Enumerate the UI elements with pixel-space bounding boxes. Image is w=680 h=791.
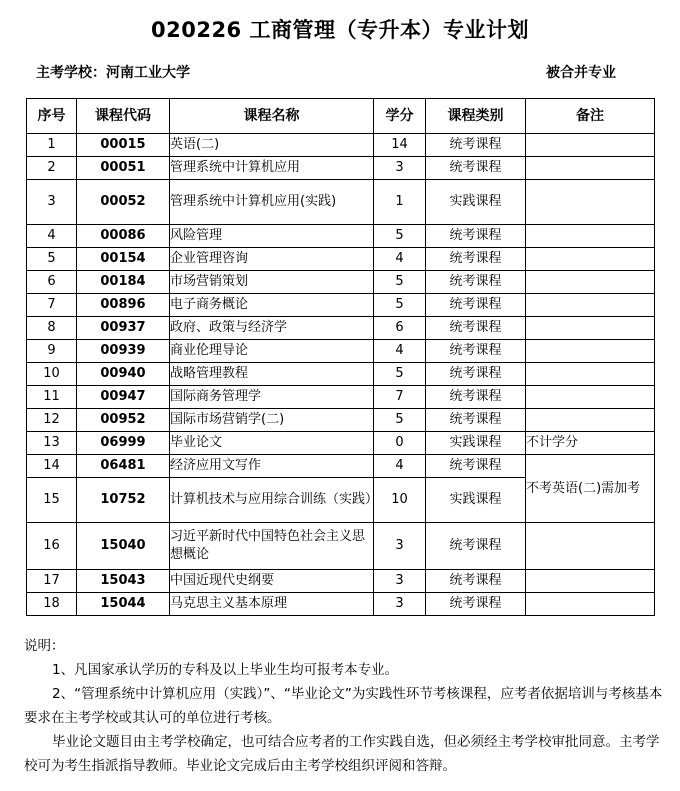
cell-type: 统考课程 [426, 294, 526, 317]
cell-seq: 9 [27, 340, 77, 363]
table-row [27, 317, 655, 340]
cell-note: 不计学分 [526, 432, 655, 455]
cell-type: 统考课程 [426, 248, 526, 271]
cell-credit: 4 [374, 455, 426, 478]
cell-type: 统考课程 [426, 409, 526, 432]
cell-seq: 8 [27, 317, 77, 340]
cell-name: 国际商务管理学 [170, 386, 374, 409]
cell-name: 风险管理 [170, 225, 374, 248]
cell-type: 统考课程 [426, 225, 526, 248]
note-item: 2、“管理系统中计算机应用（实践）”、“毕业论文”为实践性环节考核课程，应考者依据培训与考核基本要求在主考学校或其认可的单位进行考核。 [24, 686, 663, 726]
header-code: 课程代码 [77, 99, 170, 134]
cell-note [526, 386, 655, 409]
cell-credit: 7 [374, 386, 426, 409]
cell-seq: 17 [27, 570, 77, 593]
school-label: 主考学校：河南工业大学 [36, 65, 190, 81]
cell-credit: 10 [374, 478, 426, 523]
cell-type: 实践课程 [426, 478, 526, 523]
cell-name: 毕业论文 [170, 432, 374, 455]
cell-seq: 14 [27, 455, 77, 478]
cell-seq: 10 [27, 363, 77, 386]
cell-credit: 5 [374, 409, 426, 432]
cell-note [526, 593, 655, 616]
cell-type: 统考课程 [426, 570, 526, 593]
cell-name: 马克思主义基本原理 [170, 593, 374, 616]
cell-type: 统考课程 [426, 134, 526, 157]
page-title: 020226 工商管理（专升本）专业计划 [151, 18, 529, 42]
cell-credit: 5 [374, 363, 426, 386]
cell-name: 市场营销策划 [170, 271, 374, 294]
cell-name: 商业伦理导论 [170, 340, 374, 363]
header-note: 备注 [526, 99, 655, 134]
cell-type: 实践课程 [426, 180, 526, 225]
cell-credit: 4 [374, 248, 426, 271]
cell-name: 管理系统中计算机应用 [170, 157, 374, 180]
cell-type: 统考课程 [426, 340, 526, 363]
cell-type: 统考课程 [426, 386, 526, 409]
cell-credit: 3 [374, 593, 426, 616]
cell-code: 00947 [77, 386, 170, 409]
cell-name: 管理系统中计算机应用(实践) [170, 180, 374, 225]
cell-seq: 3 [27, 180, 77, 225]
table-header-row [27, 99, 655, 134]
table-row [27, 134, 655, 157]
notes-section [24, 634, 664, 778]
cell-note [526, 523, 655, 570]
table-row [27, 363, 655, 386]
cell-code: 00051 [77, 157, 170, 180]
cell-credit: 5 [374, 225, 426, 248]
cell-credit: 6 [374, 317, 426, 340]
cell-note [526, 225, 655, 248]
table-row [27, 271, 655, 294]
table-row [27, 455, 655, 478]
cell-type: 实践课程 [426, 432, 526, 455]
cell-code: 00086 [77, 225, 170, 248]
cell-note [526, 570, 655, 593]
cell-name: 国际市场营销学(二) [170, 409, 374, 432]
note-item: 毕业论文题目由主考学校确定，也可结合应考者的工作实践自选，但必须经主考学校审批同意。主考学校可为考生指派指导教师。毕业论文完成后由主考学校组织评阅和答辩。 [24, 734, 660, 774]
cell-seq: 4 [27, 225, 77, 248]
cell-seq: 5 [27, 248, 77, 271]
header-name: 课程名称 [170, 99, 374, 134]
cell-seq: 11 [27, 386, 77, 409]
cell-type: 统考课程 [426, 523, 526, 570]
cell-name: 英语(二) [170, 134, 374, 157]
cell-code: 15040 [77, 523, 170, 570]
cell-note [526, 271, 655, 294]
cell-code: 00015 [77, 134, 170, 157]
cell-code: 00052 [77, 180, 170, 225]
table-row [27, 225, 655, 248]
table-row [27, 523, 655, 570]
cell-seq: 2 [27, 157, 77, 180]
table-row [27, 593, 655, 616]
cell-code: 00896 [77, 294, 170, 317]
cell-credit: 5 [374, 271, 426, 294]
cell-code: 15044 [77, 593, 170, 616]
cell-credit: 5 [374, 294, 426, 317]
table-row [27, 340, 655, 363]
cell-credit: 1 [374, 180, 426, 225]
cell-note [526, 363, 655, 386]
cell-code: 00940 [77, 363, 170, 386]
cell-credit: 3 [374, 570, 426, 593]
cell-name: 中国近现代史纲要 [170, 570, 374, 593]
cell-code: 00939 [77, 340, 170, 363]
cell-credit: 3 [374, 523, 426, 570]
cell-code: 00154 [77, 248, 170, 271]
cell-name: 电子商务概论 [170, 294, 374, 317]
header-seq: 序号 [27, 99, 77, 134]
note-item: 1、凡国家承认学历的专科及以上毕业生均可报考本专业。 [52, 662, 399, 678]
cell-credit: 0 [374, 432, 426, 455]
cell-name: 经济应用文写作 [170, 455, 374, 478]
table-row [27, 570, 655, 593]
cell-code: 15043 [77, 570, 170, 593]
cell-name: 战略管理教程 [170, 363, 374, 386]
cell-seq: 16 [27, 523, 77, 570]
table-row [27, 432, 655, 455]
cell-seq: 18 [27, 593, 77, 616]
cell-name: 政府、政策与经济学 [170, 317, 374, 340]
cell-type: 统考课程 [426, 157, 526, 180]
cell-note [526, 340, 655, 363]
notes-heading: 说明： [24, 638, 65, 654]
cell-code: 10752 [77, 478, 170, 523]
table-row [27, 248, 655, 271]
cell-note [526, 294, 655, 317]
cell-code: 00937 [77, 317, 170, 340]
cell-code: 06999 [77, 432, 170, 455]
cell-seq: 15 [27, 478, 77, 523]
header-type: 课程类别 [426, 99, 526, 134]
cell-seq: 12 [27, 409, 77, 432]
cell-seq: 6 [27, 271, 77, 294]
table-row [27, 157, 655, 180]
cell-type: 统考课程 [426, 363, 526, 386]
cell-code: 00952 [77, 409, 170, 432]
table-row [27, 409, 655, 432]
cell-seq: 1 [27, 134, 77, 157]
cell-type: 统考课程 [426, 271, 526, 294]
cell-seq: 7 [27, 294, 77, 317]
cell-note [526, 157, 655, 180]
merged-major-label: 被合并专业 [546, 65, 616, 81]
cell-name: 习近平新时代中国特色社会主义思想概论 [170, 523, 374, 570]
cell-note [526, 317, 655, 340]
table-row [27, 180, 655, 225]
cell-type: 统考课程 [426, 317, 526, 340]
cell-name: 计算机技术与应用综合训练（实践） [170, 478, 374, 523]
cell-note: 不考英语(二)需加考 [526, 455, 655, 523]
cell-seq: 13 [27, 432, 77, 455]
header-credit: 学分 [374, 99, 426, 134]
cell-note [526, 248, 655, 271]
cell-note [526, 134, 655, 157]
course-plan-table [26, 98, 655, 616]
table-row [27, 294, 655, 317]
cell-type: 统考课程 [426, 455, 526, 478]
cell-credit: 14 [374, 134, 426, 157]
cell-credit: 3 [374, 157, 426, 180]
cell-credit: 4 [374, 340, 426, 363]
cell-name: 企业管理咨询 [170, 248, 374, 271]
cell-type: 统考课程 [426, 593, 526, 616]
cell-note [526, 409, 655, 432]
cell-code: 06481 [77, 455, 170, 478]
cell-code: 00184 [77, 271, 170, 294]
cell-note [526, 180, 655, 225]
table-row [27, 386, 655, 409]
